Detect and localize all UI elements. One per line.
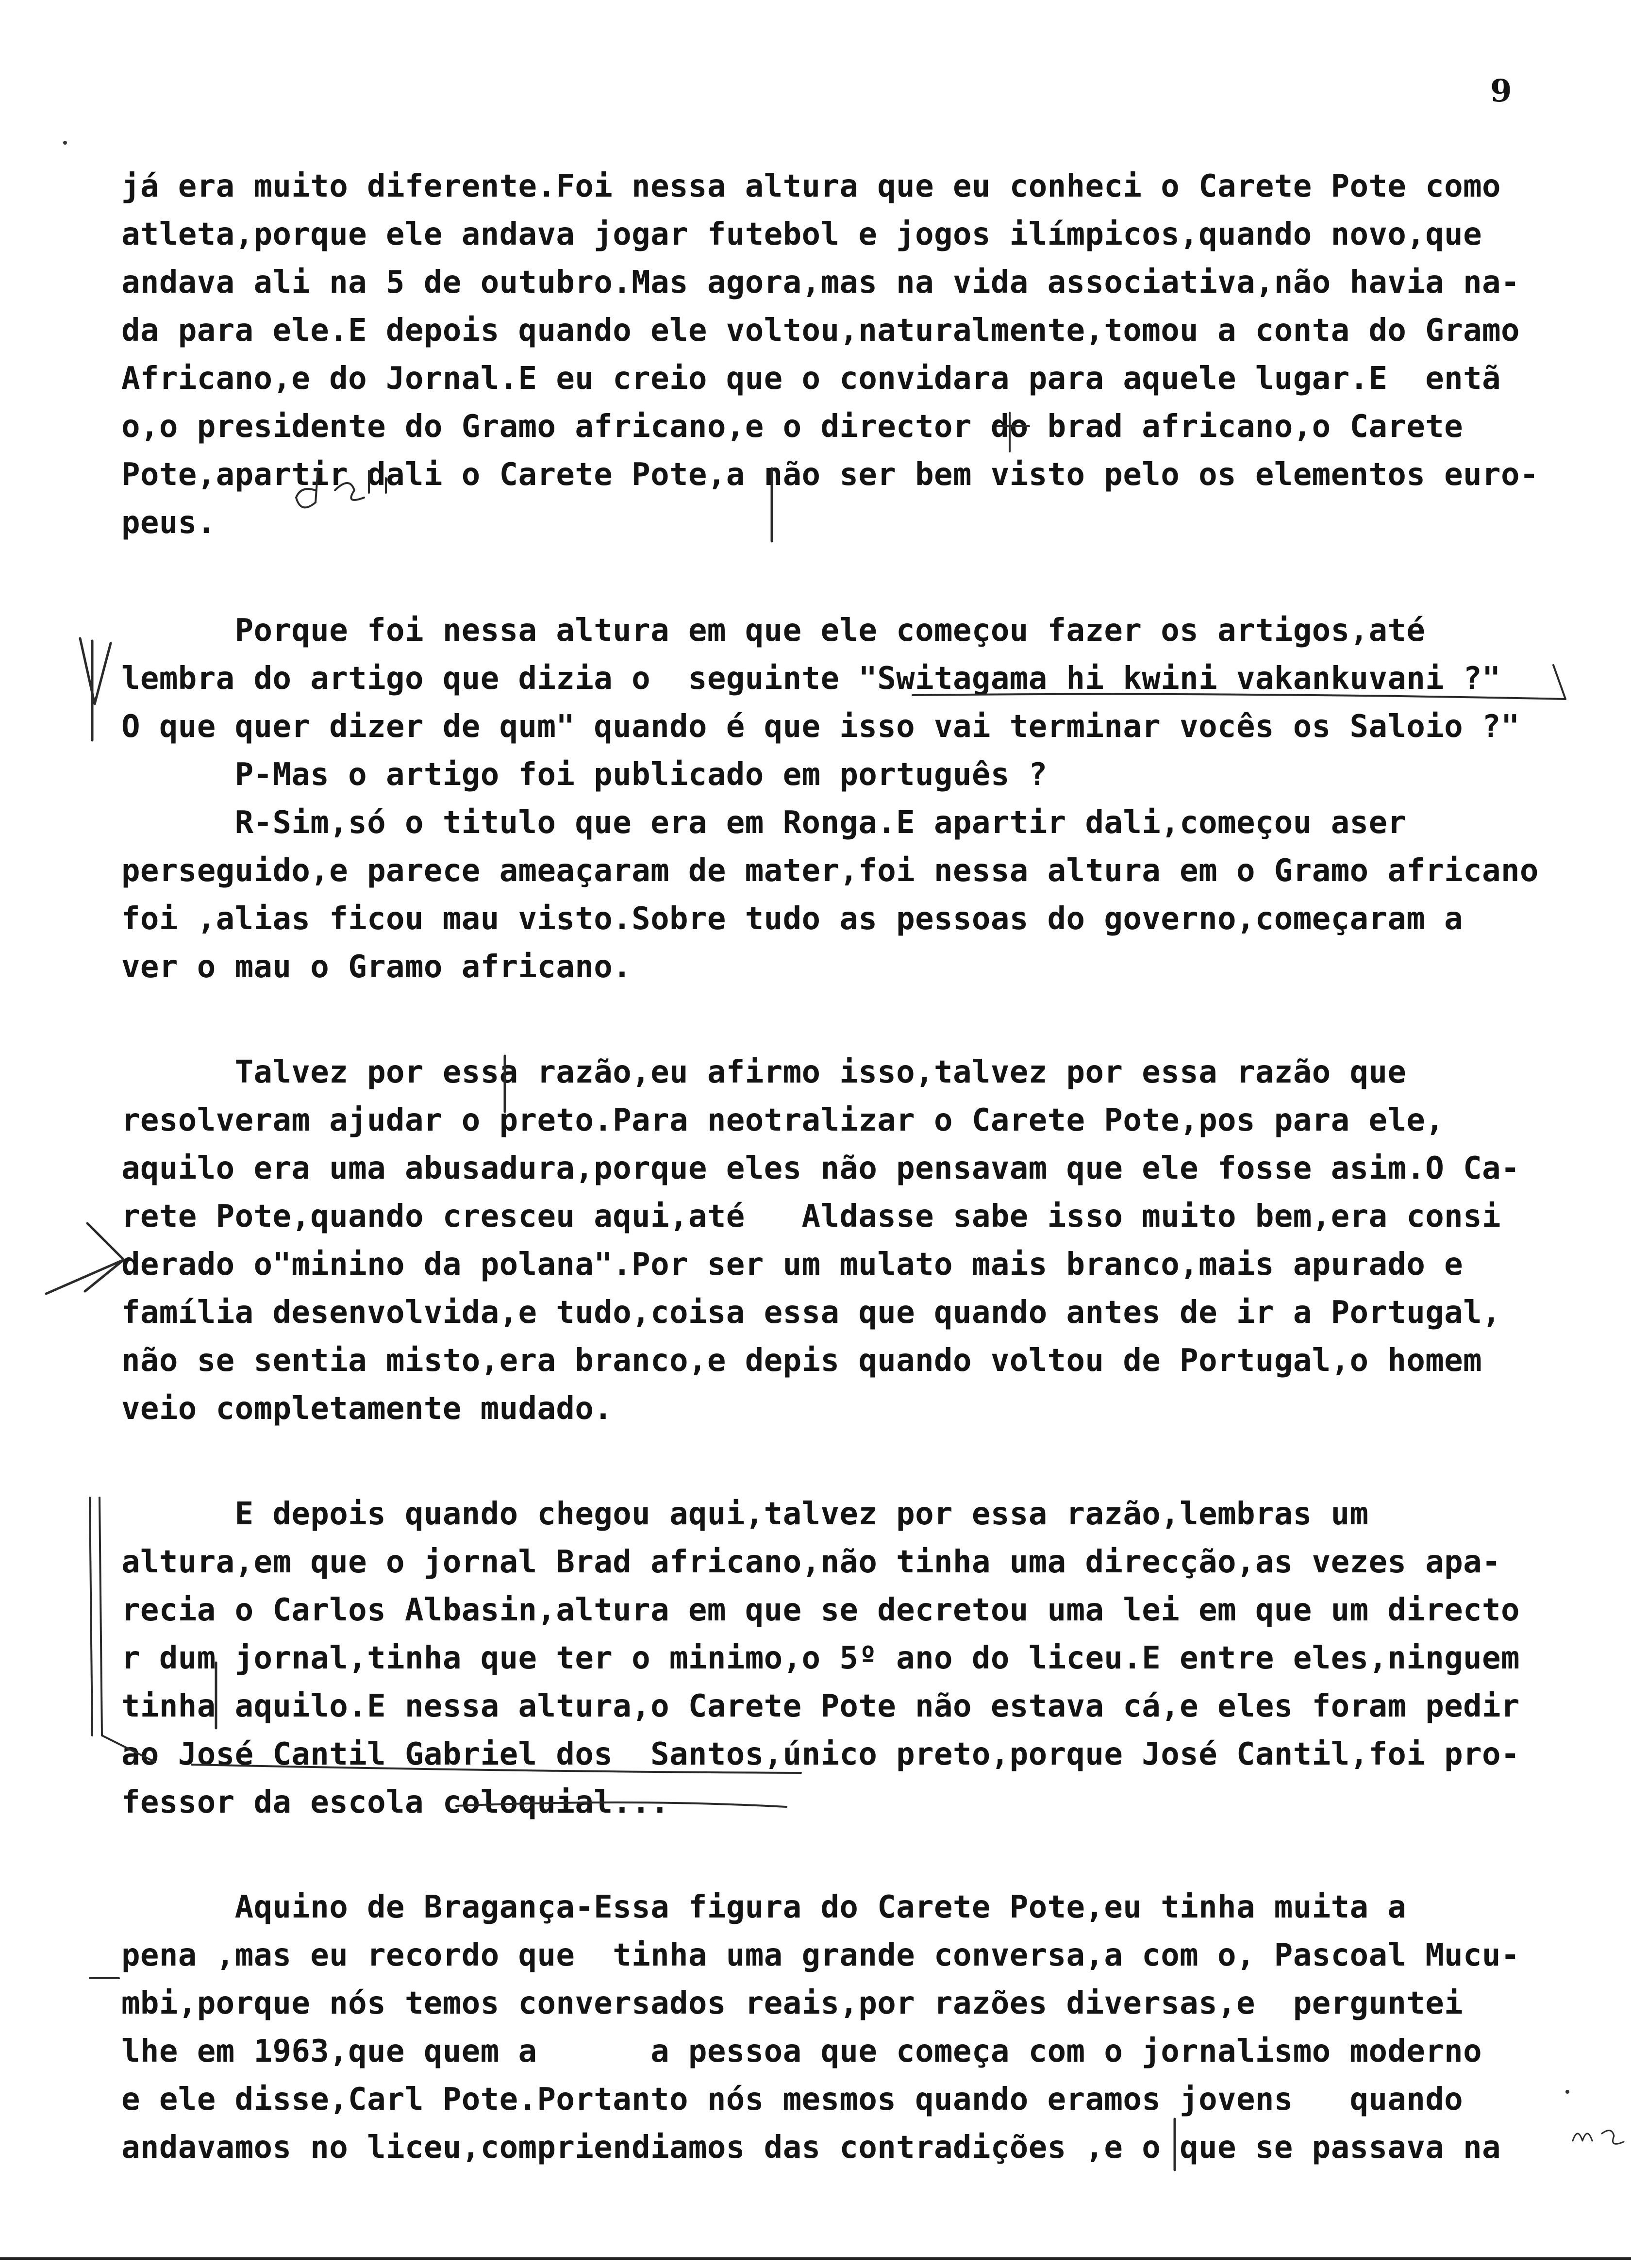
text-line: Pote,apartir dali o Carete Pote,a não ser bem visto pelo os elementos euro- xyxy=(121,457,1539,493)
text-line: ao José Cantil Gabriel dos Santos,único preto,porque José Cantil,foi pro- xyxy=(121,1736,1520,1772)
text-line: O que quer dizer de qum" quando é que isso vai terminar vocês os Saloio ?" xyxy=(121,709,1520,745)
text-line: perseguido,e parece ameaçaram de mater,foi nessa altura em o Gramo africano xyxy=(121,853,1539,889)
stray-mark xyxy=(63,141,67,145)
text-line: Africano,e do Jornal.E eu creio que o convidara para aquele lugar.E entã xyxy=(121,361,1501,397)
stray-mark xyxy=(1565,2090,1569,2094)
text-line: aquilo era uma abusadura,porque eles não pensavam que ele fosse asim.O Ca- xyxy=(121,1151,1520,1186)
text-line: andavamos no liceu,compriendiamos das contradições ,e o que se passava na xyxy=(121,2130,1501,2166)
text-line: lembra do artigo que dizia o seguinte "Switagama hi kwini vakankuvani ?" xyxy=(121,661,1501,697)
text-line: R-Sim,só o titulo que era em Ronga.E apartir dali,começou aser xyxy=(121,805,1407,841)
text-line: resolveram ajudar o preto.Para neotralizar o Carete Pote,pos para ele, xyxy=(121,1102,1445,1138)
text-line: altura,em que o jornal Brad africano,não tinha uma direcção,as vezes apa- xyxy=(121,1544,1501,1580)
text-line: Aquino de Bragança-Essa figura do Carete Pote,eu tinha muita a xyxy=(121,1889,1407,1925)
margin-arrow xyxy=(46,1223,124,1294)
paragraph-1 xyxy=(121,163,1602,547)
text-line: família desenvolvida,e tudo,coisa essa que quando antes de ir a Portugal, xyxy=(121,1295,1501,1331)
text-line: Talvez por essa razão,eu afirmo isso,talvez por essa razão que xyxy=(121,1054,1407,1090)
text-line: E depois quando chegou aqui,talvez por essa razão,lembras um xyxy=(121,1496,1369,1532)
margin-double-line xyxy=(90,1498,92,1735)
margin-check-mark xyxy=(80,638,111,704)
paragraph-5 xyxy=(121,1884,1602,2172)
text-line: da para ele.E depois quando ele voltou,naturalmente,tomou a conta do Gramo xyxy=(121,313,1520,349)
paragraph-2 xyxy=(121,607,1602,991)
text-line: tinha aquilo.E nessa altura,o Carete Pote não estava cá,e eles foram pedir xyxy=(121,1688,1520,1724)
text-line: já era muito diferente.Foi nessa altura que eu conheci o Carete Pote como xyxy=(121,168,1501,204)
text-line: recia o Carlos Albasin,altura em que se decretou uma lei em que um directo xyxy=(121,1592,1520,1628)
paragraph-3 xyxy=(121,1049,1602,1433)
text-line: veio completamente mudado. xyxy=(121,1391,613,1427)
text-line: o,o presidente do Gramo africano,e o director do brad africano,o Carete xyxy=(121,409,1464,445)
text-line: ver o mau o Gramo africano. xyxy=(121,949,632,985)
text-line: P-Mas o artigo foi publicado em português ? xyxy=(121,757,1048,793)
text-line: r dum jornal,tinha que ter o minimo,o 5º ano do liceu.E entre eles,ninguem xyxy=(121,1640,1520,1676)
text-line: derado o"minino da polana".Por ser um mulato mais branco,mais apurado e xyxy=(121,1247,1464,1283)
text-line: atleta,porque ele andava jogar futebol e jogos ilímpicos,quando novo,que xyxy=(121,217,1482,252)
text-line: rete Pote,quando cresceu aqui,até Aldasse sabe isso muito bem,era consi xyxy=(121,1199,1501,1234)
text-line: lhe em 1963,que quem a a pessoa que começa com o jornalismo moderno xyxy=(121,2034,1482,2069)
text-line: mbi,porque nós temos conversados reais,por razões diversas,e perguntei xyxy=(121,1985,1464,2021)
page-number: 9 xyxy=(1490,73,1512,109)
text-line: pena ,mas eu recordo que tinha uma grande conversa,a com o, Pascoal Mucu- xyxy=(121,1937,1520,1973)
margin-double-line xyxy=(100,1498,102,1735)
paragraph-4 xyxy=(121,1490,1602,1827)
text-line: peus. xyxy=(121,505,216,541)
text-line: fessor da escola coloquial... xyxy=(121,1784,670,1820)
text-line: não se sentia misto,era branco,e depis quando voltou de Portugal,o homem xyxy=(121,1343,1482,1379)
scan-bottom-rule xyxy=(0,2257,1631,2260)
text-line: foi ,alias ficou mau visto.Sobre tudo as pessoas do governo,começaram a xyxy=(121,901,1464,937)
text-line: e ele disse,Carl Pote.Portanto nós mesmos quando eramos jovens quando xyxy=(121,2082,1464,2118)
text-line: andava ali na 5 de outubro.Mas agora,mas na vida associativa,não havia na- xyxy=(121,265,1520,300)
text-line: Porque foi nessa altura em que ele começou fazer os artigos,até xyxy=(121,613,1426,649)
